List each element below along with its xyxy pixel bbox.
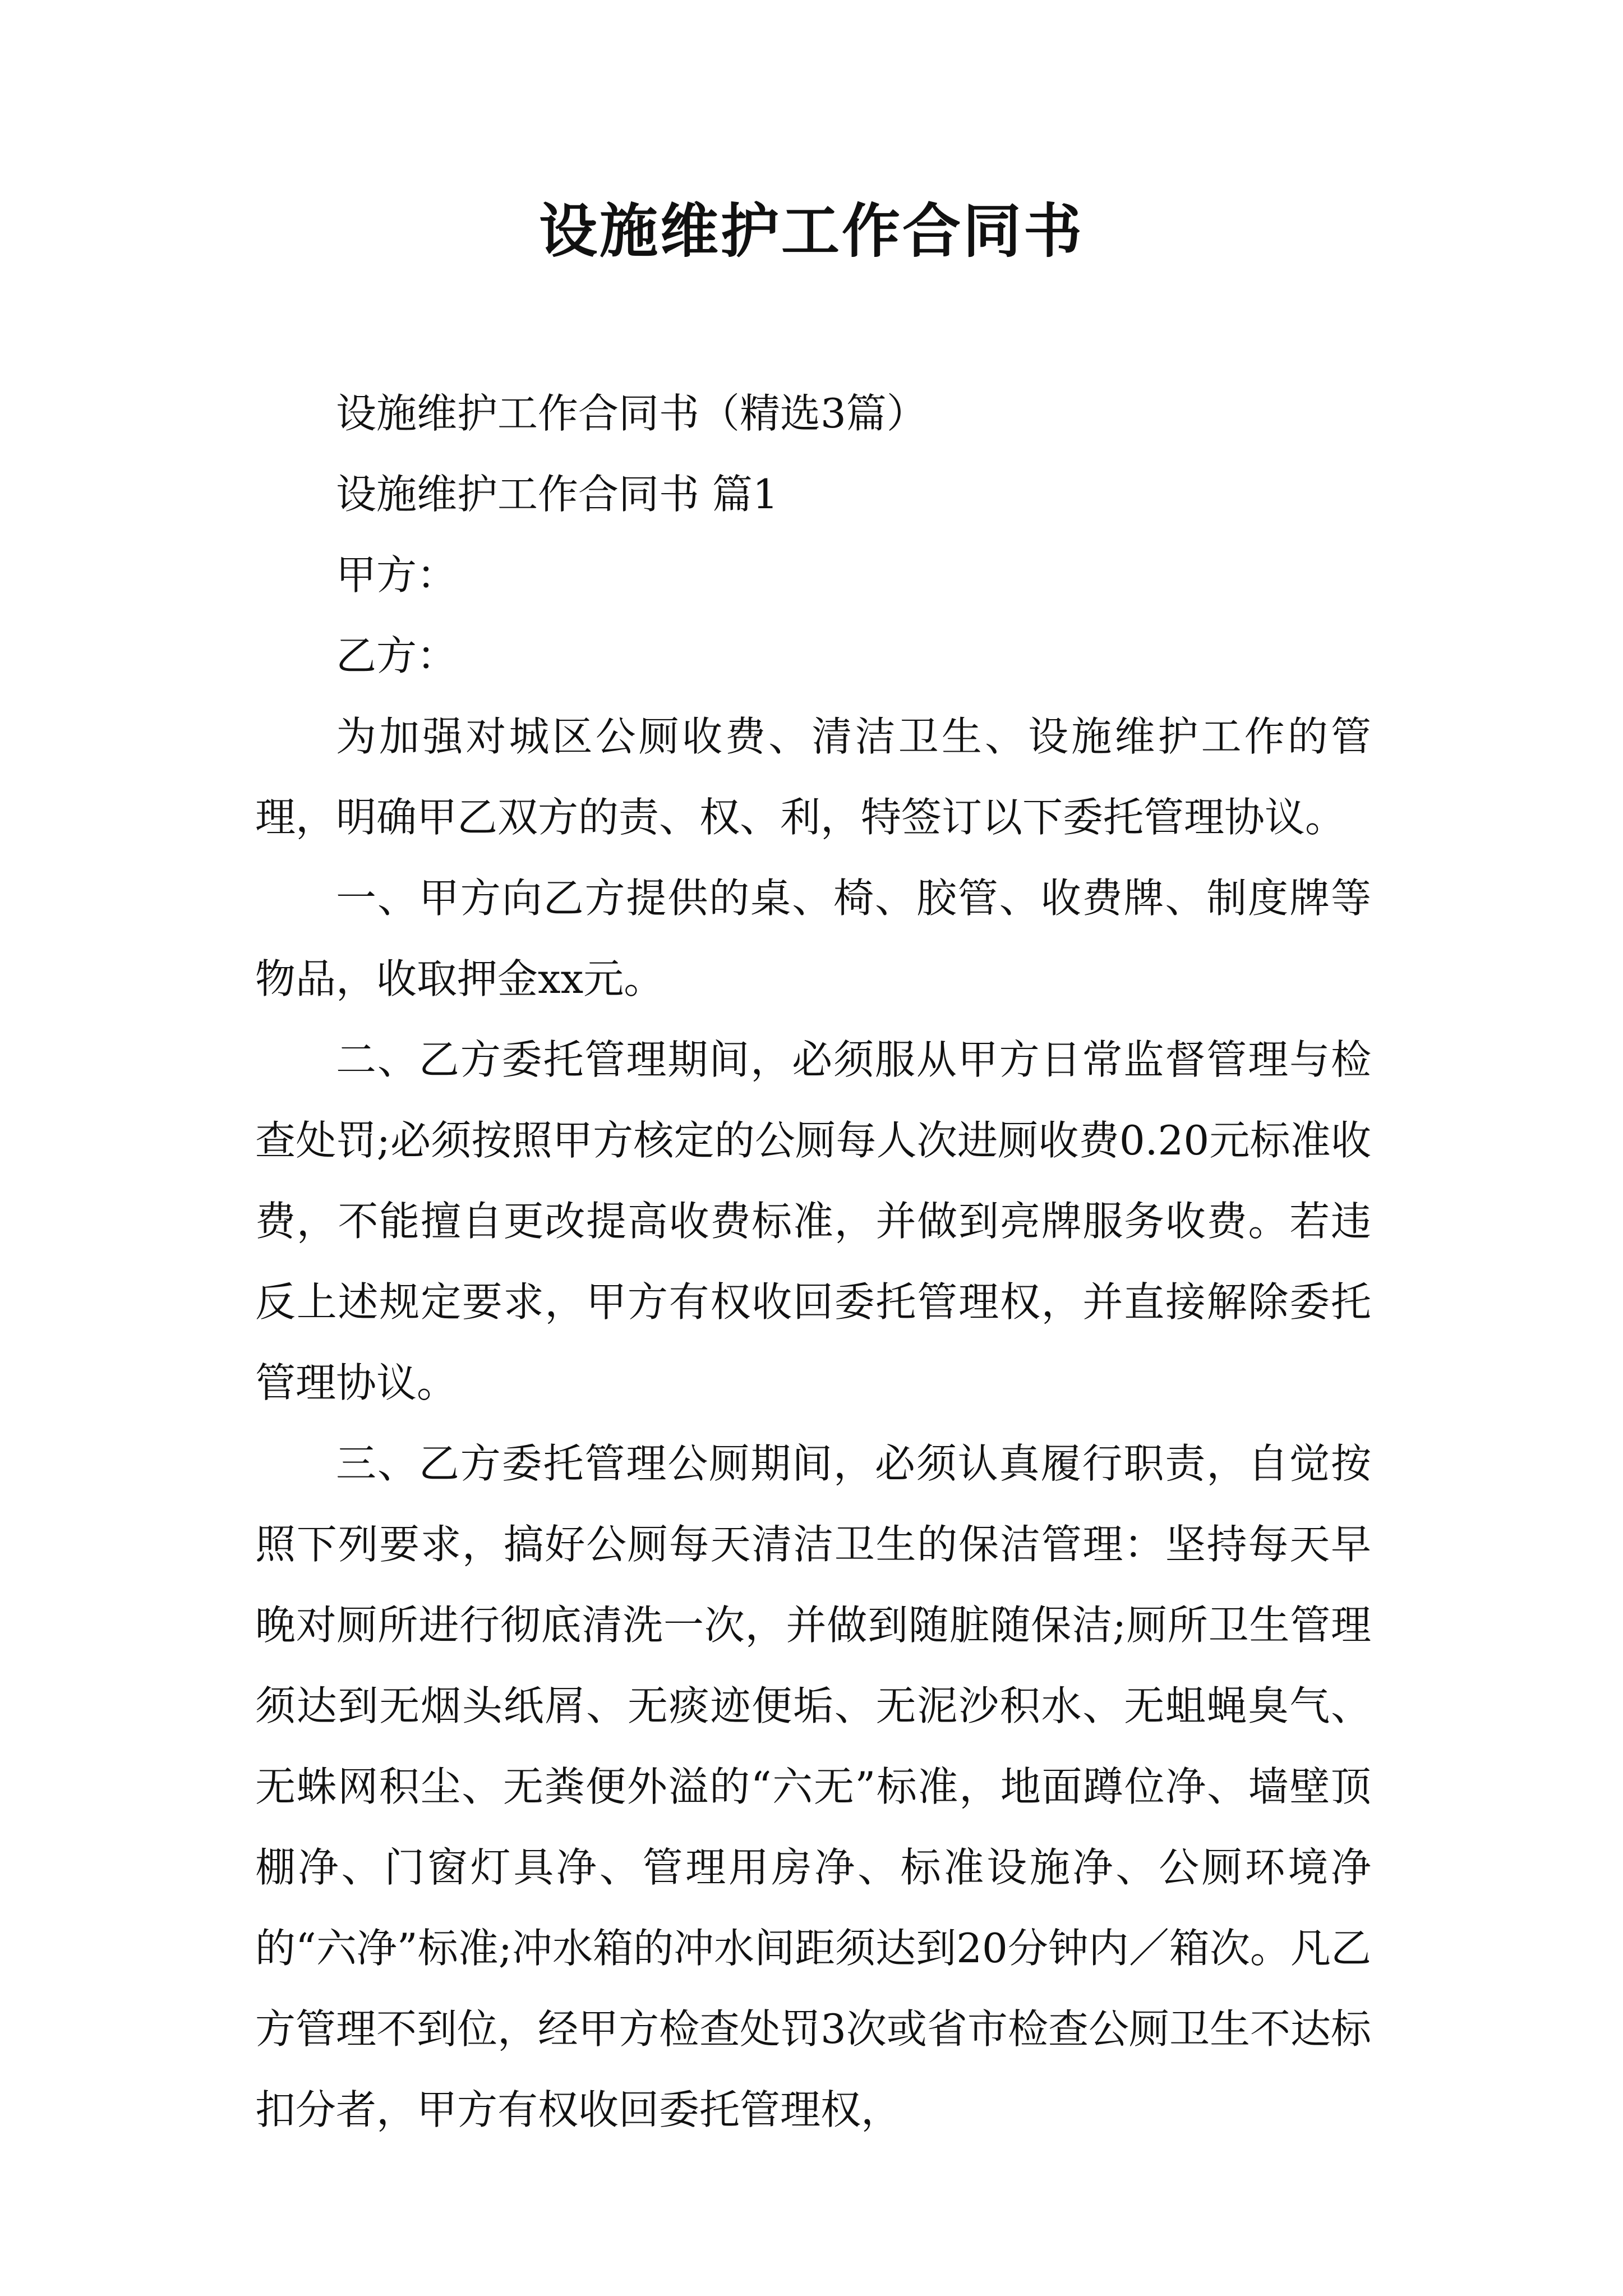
paragraph-section-heading: 设施维护工作合同书 篇1 (336, 471, 778, 518)
paragraph-party-a: 甲方： (336, 551, 458, 599)
paragraph-clause-3: 三、乙方委托管理公厕期间，必须认真履行职责，自觉按照下列要求，搞好公厕每天清洁卫生的保洁管理：坚持每天早晚对厕所进行彻底清洗一次，并做到随脏随保洁;厕所卫生管理须达到无烟头纸屑、无痰迹便垢、无泥沙积水、无蛆蝇臭气、无蛛网积尘、无粪便外溢的“六无”标准，地面蹲位净、墙壁顶棚净、门窗灯具净、管理用房净、标准设施净、公厕环境净的“六净”标准;冲水箱的冲水间距须达到20分钟内／箱次。凡乙方管理不到位，经甲方检查处罚3次或省市检查公厕卫生不达标扣分者，甲方有权收回委托管理权， (255, 1440, 1371, 2133)
paragraph-preamble: 为加强对城区公厕收费、清洁卫生、设施维护工作的管理，明确甲乙双方的责、权、利，特签订以下委托管理协议。 (255, 713, 1371, 841)
paragraph-party-b: 乙方： (336, 632, 458, 679)
paragraph-collection-title: 设施维护工作合同书（精选3篇） (336, 390, 927, 437)
paragraph-clause-2: 二、乙方委托管理期间，必须服从甲方日常监督管理与检查处罚;必须按照甲方核定的公厕每人次进厕收费0.20元标准收费，不能擅自更改提高收费标准，并做到亮牌服务收费。若违反上述规定要求，甲方有权收回委托管理权，并直接解除委托管理协议。 (255, 1036, 1371, 1406)
document-title: 设施维护工作合同书 (538, 196, 1084, 265)
paragraph-clause-1: 一、甲方向乙方提供的桌、椅、胶管、收费牌、制度牌等物品，收取押金xx元。 (255, 875, 1371, 1002)
document-body (255, 373, 1371, 2150)
